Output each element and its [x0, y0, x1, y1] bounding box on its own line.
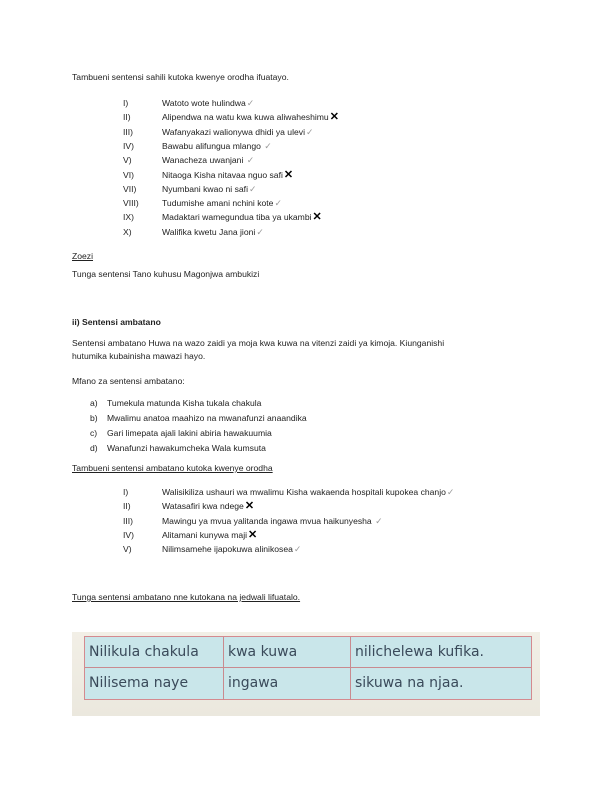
item-sentence: Walisikiliza ushauri wa mwalimu Kisha wakaenda hospitali kupokea chanjo: [162, 487, 446, 497]
item-number: I): [123, 487, 129, 497]
table-cell: kwa kuwa: [224, 637, 351, 668]
item-sentence: Mawingu ya mvua yalitanda ingawa mvua haikunyesha: [162, 515, 375, 526]
item-sentence: Watasafiri kwa ndege: [162, 501, 244, 512]
item-number: VI): [123, 169, 134, 180]
item-number: IX): [123, 212, 134, 223]
item-text: [162, 487, 454, 498]
paragraph-line: hutumika kubainisha mawazi hayo.: [72, 351, 206, 361]
zoezi-task: Tunga sentensi Tano kuhusu Magonjwa ambukizi: [72, 269, 260, 279]
table-cell: sikuwa na njaa.: [355, 675, 464, 691]
cross-icon: ✕: [248, 528, 258, 541]
cross-icon: ✕: [329, 111, 339, 124]
check-icon: ✓: [305, 126, 314, 137]
item-text: [162, 544, 301, 555]
item-number: VII): [123, 183, 137, 194]
item-sentence: Tumekula matunda Kisha tukala chakula: [107, 398, 262, 408]
item-text: [162, 170, 293, 181]
conjunction-table: [84, 636, 532, 700]
check-icon: ✓: [246, 98, 255, 108]
item-number: c): [90, 428, 98, 438]
item-text: [107, 413, 307, 424]
item-number: III): [123, 126, 134, 137]
zoezi-heading: Zoezi: [72, 251, 94, 261]
item-text: [162, 227, 264, 238]
check-icon: ✓: [248, 183, 257, 194]
item-text: [162, 501, 254, 512]
item-number: IV): [123, 140, 134, 151]
item-sentence: Nilimsamehe ijapokuwa alinikosea: [162, 544, 293, 555]
item-number: I): [123, 98, 129, 108]
item-text: [162, 112, 339, 123]
item-text: [162, 141, 272, 152]
table-cell: ingawa: [224, 668, 351, 700]
check-icon: ✓: [264, 140, 272, 151]
item-sentence: Wanacheza uwanjani: [162, 155, 246, 166]
section-heading: ii) Sentensi ambatano: [72, 317, 161, 327]
item-sentence: Mwalimu anatoa maahizo na mwanafunzi anaandika: [107, 413, 307, 423]
item-text: [162, 530, 257, 541]
item-sentence: Bawabu alifungua mlango: [162, 140, 264, 151]
item-number: a): [90, 398, 98, 408]
check-icon: ✓: [293, 544, 302, 555]
item-sentence: Alipendwa na watu kwa kuwa aliwaheshimu: [162, 112, 329, 123]
item-sentence: Gari limepata ajali lakini abiria hawakuumia: [107, 428, 272, 438]
item-number: V): [123, 155, 132, 166]
item-text: [162, 98, 254, 109]
item-sentence: Watoto wote hulindwa: [162, 98, 246, 108]
table-task: Tunga sentensi ambatano nne kutokana na jedwali lifuatalo.: [72, 592, 301, 602]
item-text: [107, 428, 272, 439]
exercise-heading: Tambueni sentensi ambatano kutoka kwenye orodha: [72, 463, 273, 473]
item-text: [162, 155, 254, 166]
item-number: II): [123, 112, 131, 123]
item-number: V): [123, 544, 132, 555]
item-sentence: Wanafunzi hawakumcheka Wala kumsuta: [107, 443, 266, 453]
table-cell: Nilisema naye: [85, 668, 224, 700]
instruction-sahili: Tambueni sentensi sahili kutoka kwenye orodha ifuatayo.: [72, 72, 289, 82]
item-text: [162, 184, 257, 195]
item-number: IV): [123, 529, 134, 540]
item-sentence: Madaktari wamegundua tiba ya ukambi: [162, 212, 312, 223]
table-cell: nilichelewa kufika.: [351, 637, 531, 668]
cross-icon: ✕: [283, 168, 294, 181]
item-text: [107, 398, 261, 409]
item-text: [162, 516, 383, 527]
item-sentence: Alitamani kunywa maji: [162, 529, 248, 540]
cross-icon: ✕: [244, 500, 255, 513]
item-number: b): [90, 413, 98, 423]
item-number: d): [90, 443, 98, 453]
item-number: VIII): [123, 198, 139, 209]
table-cell: Nilikula chakula: [85, 637, 224, 668]
item-number: III): [123, 515, 134, 526]
check-icon: ✓: [256, 226, 264, 237]
examples-intro: Mfano za sentensi ambatano:: [72, 376, 185, 386]
item-sentence: Tudumishe amani nchini kote: [162, 198, 274, 209]
item-sentence: Nitaoga Kisha nitavaa nguo safi: [162, 169, 283, 180]
item-number: X): [123, 226, 132, 237]
item-sentence: Wafanyakazi walionywa dhidi ya ulevi: [162, 126, 305, 137]
check-icon: ✓: [274, 198, 283, 209]
table-photo: [72, 632, 540, 716]
paragraph-line: Sentensi ambatano Huwa na wazo zaidi ya moja kwa kuwa na vitenzi zaidi ya kimoja. Kiunganishi: [72, 338, 445, 348]
item-text: [162, 127, 314, 138]
item-number: II): [123, 501, 131, 512]
item-text: [107, 443, 266, 454]
check-icon: ✓: [375, 515, 383, 526]
check-icon: ✓: [246, 155, 255, 166]
item-sentence: Walifika kwetu Jana jioni: [162, 226, 256, 237]
item-sentence: Nyumbani kwao ni safi: [162, 183, 248, 194]
item-text: [162, 198, 282, 209]
item-text: [162, 212, 322, 223]
check-icon: ✓: [446, 487, 455, 497]
cross-icon: ✕: [312, 211, 322, 224]
